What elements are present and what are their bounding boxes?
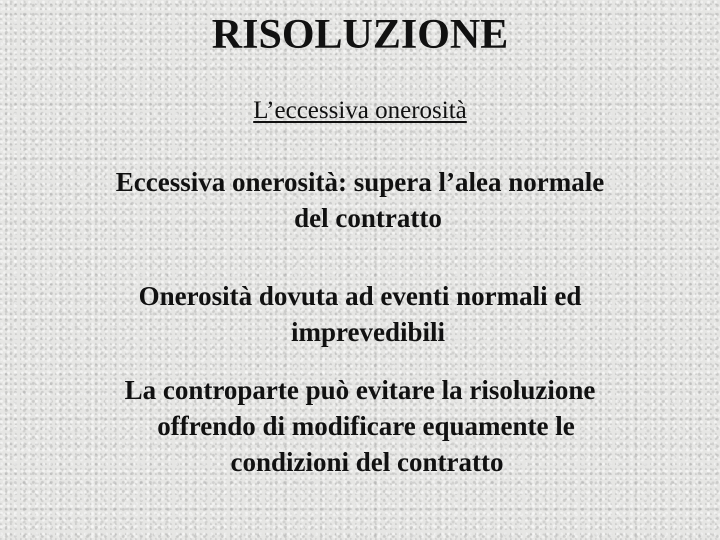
slide-title: RISOLUZIONE xyxy=(211,12,509,58)
paragraph-eccessiva-onerosita xyxy=(0,164,720,236)
paragraph-line: imprevedibili xyxy=(290,317,445,347)
paragraph-line: La controparte può evitare la risoluzione xyxy=(124,375,596,405)
paragraph-line: condizioni del contratto xyxy=(230,447,504,477)
paragraph-onerosita-dovuta xyxy=(0,278,720,350)
paragraph-line: Onerosità dovuta ad eventi normali ed xyxy=(138,281,582,311)
subtitle-text: L’eccessiva onerosità xyxy=(253,97,467,124)
slide-subtitle xyxy=(0,96,720,126)
paragraph-line: Eccessiva onerosità: supera l’alea normale xyxy=(115,167,605,197)
paragraph-line: del contratto xyxy=(294,203,442,233)
paragraph-controparte xyxy=(0,372,720,480)
paragraph-line: offrendo di modificare equamente le xyxy=(157,411,575,441)
